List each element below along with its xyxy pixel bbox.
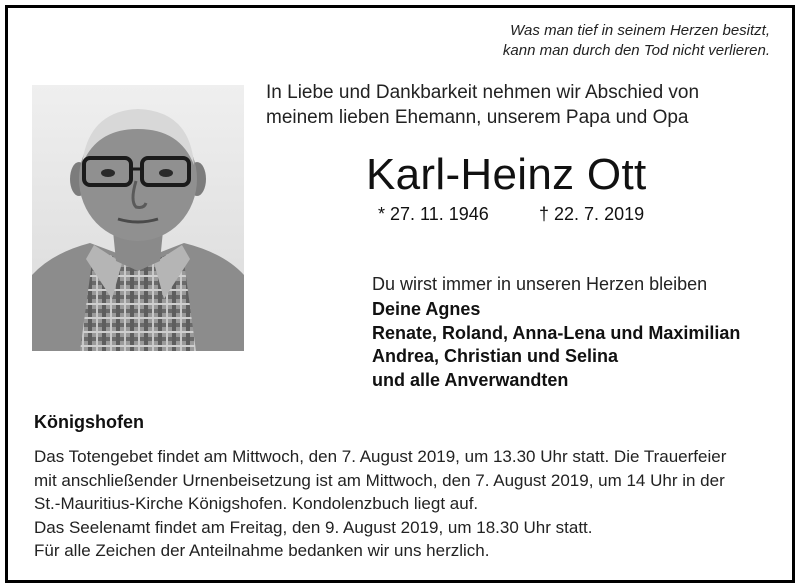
mourner-line: Deine Agnes — [372, 299, 481, 319]
detail-line: Das Seelenamt findet am Freitag, den 9. August 2019, um 18.30 Uhr statt. — [34, 517, 593, 537]
deceased-name: Karl-Heinz Ott — [366, 150, 647, 199]
mourner-line: und alle Anverwandten — [372, 369, 569, 390]
place-heading: Königshofen — [34, 412, 144, 432]
intro-line: In Liebe und Dankbarkeit nehmen wir Abschied von — [266, 82, 700, 103]
quote-line: kann man durch den Tod nicht verlieren. — [502, 42, 770, 59]
portrait-photo — [32, 85, 244, 351]
memory-line: Du wirst immer in unseren Herzen bleiben — [372, 274, 708, 294]
portrait-illustration — [32, 85, 244, 351]
service-details — [34, 445, 779, 563]
mourners-list — [372, 298, 740, 392]
detail-line: Das Totengebet findet am Mittwoch, den 7. August 2019, um 13.30 Uhr statt. Die Trauerfeier — [34, 447, 727, 466]
intro-text — [266, 80, 699, 130]
detail-line: Für alle Zeichen der Anteilnahme bedanken wir uns herzlich. — [34, 541, 490, 561]
death-date: † 22. 7. 2019 — [539, 204, 645, 224]
mourner-line: Andrea, Christian und Selina — [372, 346, 619, 366]
birth-date: * 27. 11. 1946 — [378, 204, 489, 224]
detail-line: St.-Mauritius-Kirche Königshofen. Kondolenzbuch liegt auf. — [34, 494, 479, 514]
epitaph-quote — [503, 21, 770, 61]
quote-line: Was man tief in seinem Herzen besitzt, — [510, 22, 770, 39]
life-dates — [378, 204, 644, 225]
intro-line: meinem lieben Ehemann, unserem Papa und Opa — [266, 107, 689, 128]
mourner-line: Renate, Roland, Anna-Lena und Maximilian — [372, 322, 741, 343]
detail-line: mit anschließender Urnenbeisetzung ist am Mittwoch, den 7. August 2019, um 14 Uhr in der — [34, 470, 725, 490]
